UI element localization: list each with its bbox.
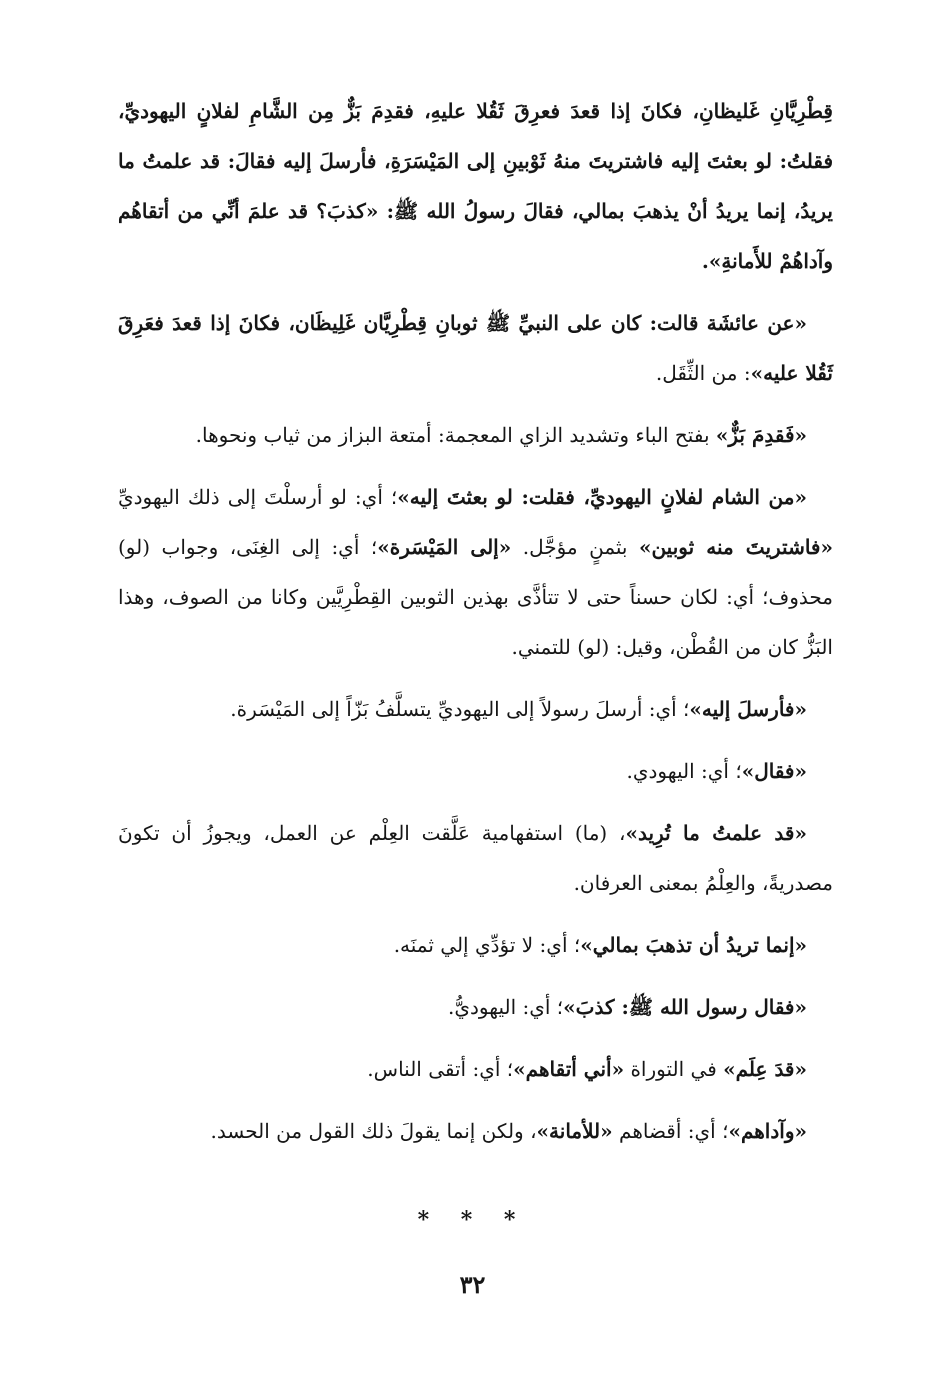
quoted-text: «أني أتقاهم» (513, 1057, 625, 1081)
commentary-text: ، ولكن إنما يقولَ ذلك القول من الحسد. (210, 1119, 537, 1143)
quoted-text: «من الشام لفلانٍ اليهوديِّ، فقلت: لو بعثتَ إليه» (397, 485, 807, 509)
commentary-text: ؛ أي: أتقى الناس. (367, 1057, 514, 1081)
paragraph-commentary-3 (118, 472, 833, 672)
quoted-text: «إنما تريدُ أن تذهبَ بمالي» (580, 933, 807, 957)
commentary-text: ؛ أي: لو أرسلْتَ إلى ذلك اليهوديِّ (118, 485, 398, 509)
commentary-text: ؛ أي: لا تؤدِّي إلي ثمنَه. (393, 933, 581, 957)
commentary-text: ؛ أي: أرسلَ رسولاً إلى اليهوديِّ يتسلَّفُ بَزّاً إلى المَيْسَرة. (230, 697, 690, 721)
paragraph-commentary-7 (118, 920, 833, 970)
commentary-text: ؛ أي: إلى الغِنَى، وجواب (لو) محذوف؛ أي: لكان حسناً حتى لا تتأذَّى بهذين الثوبين القِطْرِيَّين وكانا من الصوف، وهذا البَزُّ كان من القُطْن، وقيل: (لو) للتمني. (118, 535, 833, 659)
paragraph-commentary-2 (118, 410, 833, 460)
quoted-text: «فاشتريتَ منه ثوبين» (638, 535, 833, 559)
quoted-text: «وآداهم» (728, 1119, 807, 1143)
commentary-text: ، (ما) استفهامية عَلَّقت العِلْم عن العمل، ويجوزُ أن تكونَ مصدريةً، والعِلْمُ بمعنى العرفان. (118, 821, 833, 895)
paragraph-commentary-10 (118, 1106, 833, 1156)
paragraph-commentary-1 (118, 298, 833, 398)
commentary-text: ؛ أي: أقضاهم (612, 1119, 729, 1143)
commentary-text: ؛ أي: اليهوديُّ. (447, 995, 564, 1019)
commentary-text: : من الثِّقَل. (655, 361, 751, 385)
quoted-text: «قدَ عِلَم» (723, 1057, 807, 1081)
quoted-text: «فأرسلَ إليه» (689, 697, 807, 721)
quoted-text: «فَقدِمَ بَزٌّ» (715, 423, 807, 447)
quoted-text: قِطْرِيَّانِ غَليظانِ، فكانَ إذا قعدَ فعرِقَ ثَقُلا عليهِ، فقدِمَ بَزٌّ مِن الشَّامِ لفلانٍ اليهوديِّ، فقلتُ: لو بعثتَ إليه فاشتريتَ منهُ ثَوْبينِ إلى المَيْسَرَةِ، فأرسلَ إليه فقالَ: قد علمتُ ما يريدُ، إنما يريدُ أنْ يذهبَ بمالي، فقالَ رسولُ الله ﷺ: «كذبَ؟ قد علمَ أنِّي من أتقاهُم وآداهُمْ للأَمانةِ». (118, 99, 833, 273)
commentary-text: بثمنٍ مؤجَّل. (511, 535, 639, 559)
quoted-text: «قد علمتُ ما تُرِيد» (625, 821, 807, 845)
quoted-text: «للأمانة» (536, 1119, 613, 1143)
quoted-text: «إلى المَيْسَرة» (377, 535, 512, 559)
quoted-text: «فقال» (741, 759, 807, 783)
paragraph-hadith (118, 86, 833, 286)
quoted-text: «عن عائشَة قالت: كان على النبيِّ ﷺ ثوبانِ قِطْرِيَّان غَلِيظَان، فكانَ إذا قعدَ فعَرِقَ ثَقُلا عليه» (118, 311, 833, 385)
paragraph-commentary-4 (118, 684, 833, 734)
section-separator: * * * (417, 1207, 528, 1233)
commentary-text: في التوراة (624, 1057, 724, 1081)
paragraph-commentary-5 (118, 746, 833, 796)
commentary-text: ؛ أي: اليهودي. (626, 759, 742, 783)
paragraph-commentary-6 (118, 808, 833, 908)
page-number: ٣٢ (459, 1270, 486, 1299)
paragraph-commentary-8 (118, 982, 833, 1032)
commentary-text: بفتح الباء وتشديد الزاي المعجمة: أمتعة البزاز من ثياب ونحوها. (195, 423, 716, 447)
quoted-text: «فقال رسول الله ﷺ: كذبَ» (563, 995, 807, 1019)
page-body (118, 86, 833, 1168)
paragraph-commentary-9 (118, 1044, 833, 1094)
